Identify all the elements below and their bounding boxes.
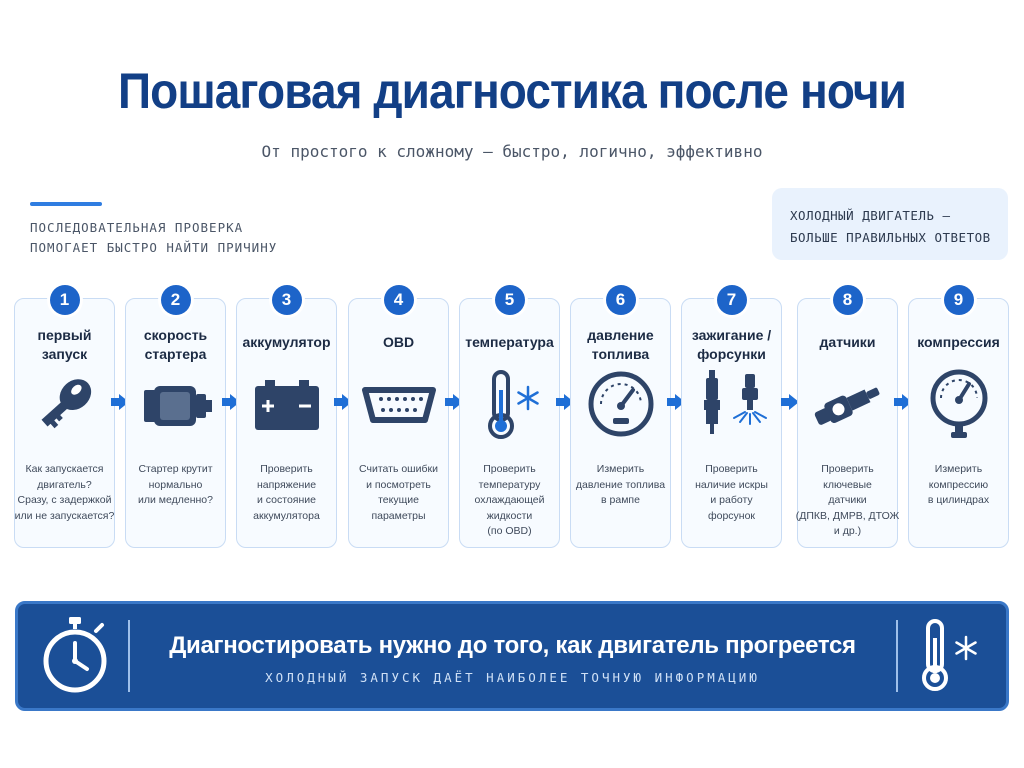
left-note-line: ПОМОГАЕТ БЫСТРО НАЙТИ ПРИЧИНУ [30, 240, 278, 255]
sensor-icon [808, 368, 888, 440]
left-accent-line [30, 202, 102, 206]
step-description-line: Измерить [934, 463, 983, 475]
battery-icon [247, 368, 327, 440]
step-description-line: Проверить [705, 463, 758, 475]
step-description-line: или медленно? [138, 494, 213, 506]
step-number-badge: 9 [944, 285, 974, 315]
obd-connector-icon [359, 368, 439, 440]
step-description-line: и посмотреть [366, 478, 431, 491]
step-description-line: наличие искры [695, 478, 768, 491]
step-title-line: аккумулятор [242, 334, 331, 350]
step-number-badge: 3 [272, 285, 302, 315]
step-title-line: запуск [41, 346, 88, 362]
step-description-line: давление топлива [575, 478, 666, 491]
step-description-line: в рампе [601, 494, 640, 506]
thermometer-snowflake-icon [912, 618, 992, 694]
pressure-gauge-icon [581, 368, 661, 440]
banner-divider [128, 620, 130, 692]
step-title-line: компрессия [917, 334, 1000, 350]
step-description-line: (ДПКВ, ДМРВ, ДТОЖ [795, 509, 900, 522]
step-title-line: первый [37, 327, 92, 343]
step-description [123, 462, 229, 509]
step-description-line: параметры [371, 509, 426, 522]
banner-divider [896, 620, 898, 692]
step-title [565, 326, 677, 368]
step-number-badge: 4 [384, 285, 414, 315]
step-number-badge: 8 [833, 285, 863, 315]
step-title-line: давление [587, 327, 654, 343]
key-icon [25, 368, 105, 440]
right-note-line: БОЛЬШЕ ПРАВИЛЬНЫХ ОТВЕТОВ [790, 230, 991, 245]
step-description-line: двигатель? [37, 478, 92, 491]
step-description-line: Стартер крутит [138, 463, 213, 475]
left-note [30, 218, 320, 258]
step-description-line: нормально [148, 478, 203, 491]
step-description-line: компрессию [928, 478, 989, 491]
step-description [234, 462, 340, 524]
step-title-line: форсунки [697, 346, 766, 362]
step-title [120, 326, 232, 368]
thermometer-snowflake-icon [470, 368, 550, 440]
step-description [795, 462, 901, 540]
right-note-line: ХОЛОДНЫЙ ДВИГАТЕЛЬ — [790, 208, 951, 223]
step-description [346, 462, 452, 524]
stopwatch-icon [40, 615, 110, 697]
step-description-line: Считать ошибки [359, 463, 438, 475]
step-description-line: жидкости [486, 509, 533, 522]
page-title: Пошаговая диагностика после ночи [117, 63, 907, 119]
step-description-line: Сразу, с задержкой [17, 494, 112, 506]
step-description [12, 462, 118, 524]
step-description-line: текущие [378, 494, 419, 506]
step-number-badge: 2 [161, 285, 191, 315]
step-title-line: зажигание / [691, 327, 772, 343]
step-description-line: в цилиндрах [927, 494, 990, 506]
step-title [9, 326, 121, 368]
step-description-line: Проверить [260, 463, 313, 475]
step-title-line: стартера [144, 346, 207, 362]
step-description-line: датчики [828, 494, 867, 506]
spark-plug-injector-icon [692, 368, 772, 440]
compression-gauge-icon [919, 368, 999, 440]
step-description-line: напряжение [256, 478, 317, 491]
step-description-line: и работу [710, 494, 753, 506]
step-title-line: температура [465, 334, 554, 350]
step-description-line: и состояние [257, 494, 316, 506]
starter-motor-icon [136, 368, 216, 440]
step-description-line: или не запускается? [14, 509, 115, 522]
step-description-line: температуру [478, 478, 541, 491]
banner-main-text: Диагностировать нужно до того, как двигатель прогреется [169, 632, 856, 659]
step-description-line: Проверить [483, 463, 536, 475]
step-description-line: аккумулятора [253, 509, 320, 522]
step-description-line: Как запускается [25, 463, 104, 475]
step-description-line: форсунок [707, 509, 756, 522]
step-description-line: охлаждающей [474, 494, 545, 506]
left-note-line: ПОСЛЕДОВАТЕЛЬНАЯ ПРОВЕРКА [30, 220, 244, 235]
step-number-badge: 1 [50, 285, 80, 315]
step-description-line: Проверить [821, 463, 874, 475]
step-number-badge: 7 [717, 285, 747, 315]
step-title-line: датчики [819, 334, 876, 350]
step-title-line: скорость [143, 327, 208, 343]
step-description [679, 462, 785, 524]
step-number-badge: 6 [606, 285, 636, 315]
page-subtitle: От простого к сложному — быстро, логично, эффективно [261, 142, 763, 161]
step-description-line: Измерить [596, 463, 645, 475]
step-title-line: OBD [382, 334, 415, 350]
step-number-badge: 5 [495, 285, 525, 315]
step-title-line: топлива [591, 346, 650, 362]
right-note [772, 188, 1008, 260]
step-description [568, 462, 674, 509]
step-description-line: ключевые [823, 478, 872, 491]
step-description-line: и др.) [833, 525, 862, 537]
step-title [676, 326, 788, 368]
step-description [906, 462, 1012, 509]
banner-subtext: ХОЛОДНЫЙ ЗАПУСК ДАЁТ НАИБОЛЕЕ ТОЧНУЮ ИНФОРМАЦИЮ [265, 670, 760, 685]
step-description [457, 462, 563, 540]
step-description-line: (по OBD) [487, 525, 532, 537]
